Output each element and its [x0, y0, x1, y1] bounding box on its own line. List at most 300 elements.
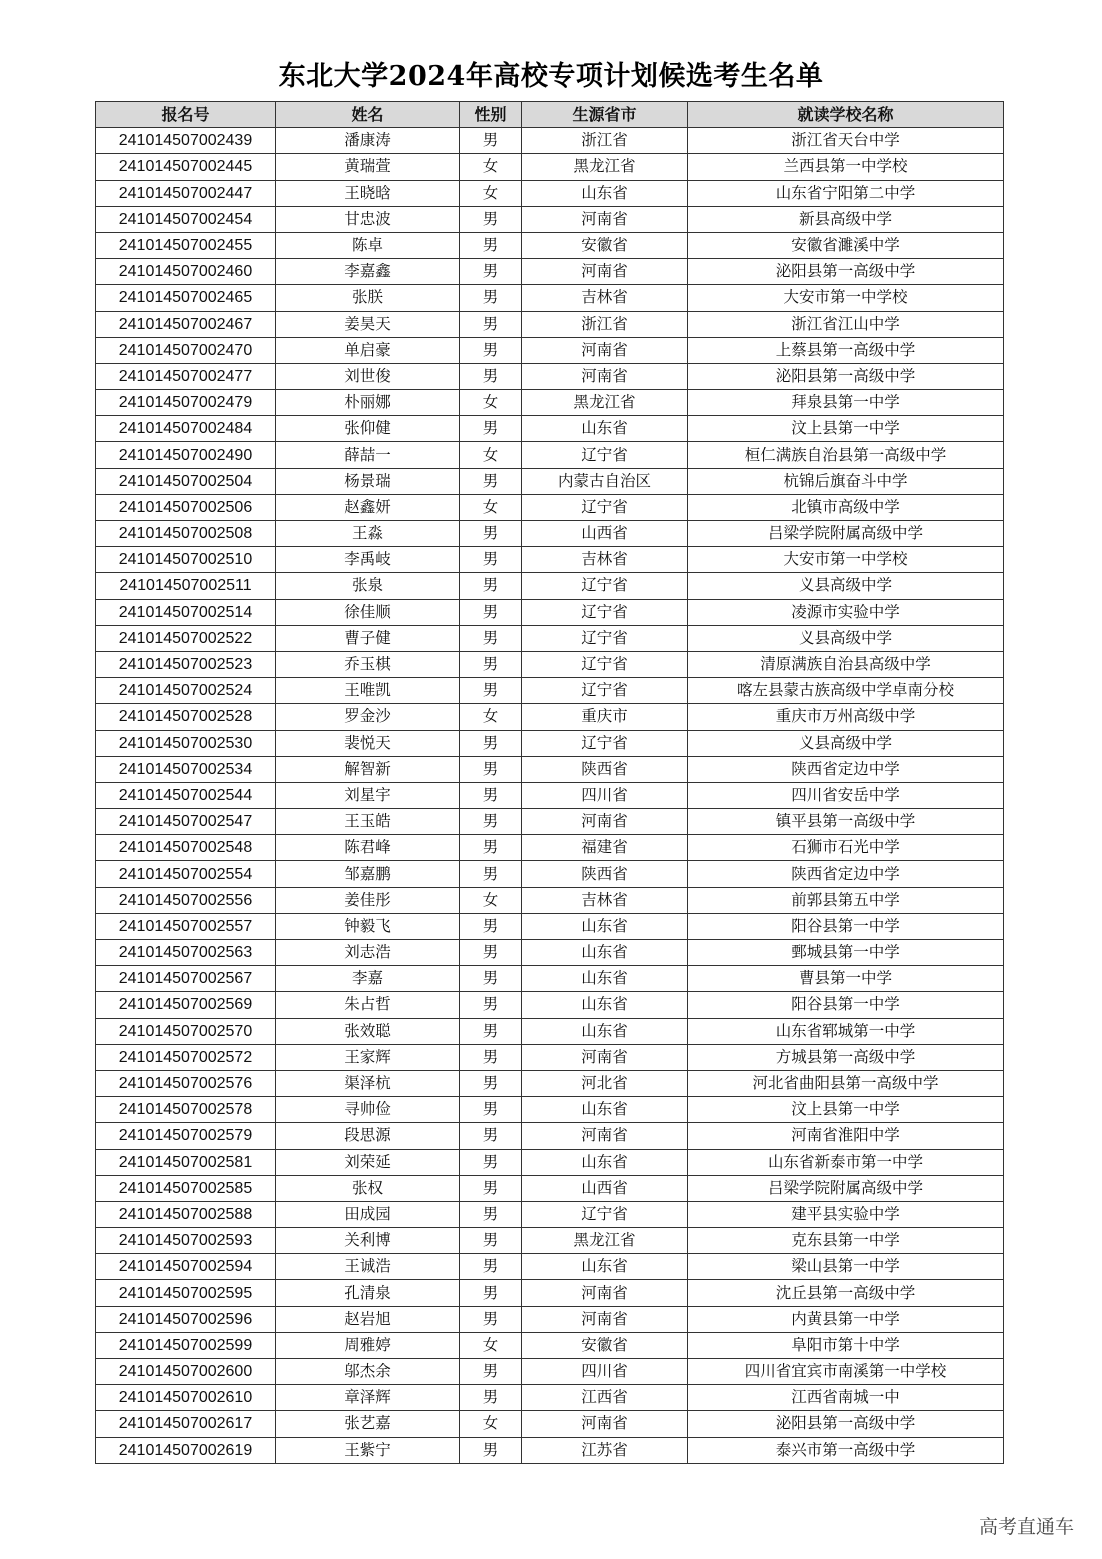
school-cell: 陕西省定边中学 — [688, 756, 1004, 782]
table-row — [96, 363, 1004, 389]
registration-number-cell: 241014507002508 — [96, 521, 276, 547]
province-cell: 山西省 — [522, 1175, 688, 1201]
gender-cell: 女 — [460, 494, 522, 520]
table-row — [96, 1437, 1004, 1463]
registration-number-cell: 241014507002511 — [96, 573, 276, 599]
gender-cell: 男 — [460, 363, 522, 389]
table-row — [96, 259, 1004, 285]
school-cell: 前郭县第五中学 — [688, 887, 1004, 913]
school-cell: 曹县第一中学 — [688, 966, 1004, 992]
school-cell: 安徽省濉溪中学 — [688, 232, 1004, 258]
school-cell: 山东省新泰市第一中学 — [688, 1149, 1004, 1175]
gender-cell: 男 — [460, 782, 522, 808]
school-cell: 北镇市高级中学 — [688, 494, 1004, 520]
name-cell: 王玉皓 — [276, 809, 460, 835]
province-cell: 四川省 — [522, 782, 688, 808]
table-row — [96, 154, 1004, 180]
table-row — [96, 1254, 1004, 1280]
table-row — [96, 573, 1004, 599]
school-cell: 阜阳市第十中学 — [688, 1332, 1004, 1358]
table-row — [96, 1280, 1004, 1306]
name-cell: 张朕 — [276, 285, 460, 311]
name-cell: 单启豪 — [276, 337, 460, 363]
name-cell: 寻帅俭 — [276, 1097, 460, 1123]
gender-cell: 男 — [460, 1175, 522, 1201]
gender-cell: 男 — [460, 1018, 522, 1044]
province-cell: 陕西省 — [522, 861, 688, 887]
registration-number-cell: 241014507002477 — [96, 363, 276, 389]
registration-number-cell: 241014507002460 — [96, 259, 276, 285]
gender-cell: 男 — [460, 625, 522, 651]
province-cell: 陕西省 — [522, 756, 688, 782]
province-cell: 吉林省 — [522, 887, 688, 913]
gender-cell: 男 — [460, 547, 522, 573]
registration-number-cell: 241014507002548 — [96, 835, 276, 861]
header-school: 就读学校名称 — [688, 102, 1004, 128]
province-cell: 辽宁省 — [522, 1201, 688, 1227]
gender-cell: 男 — [460, 861, 522, 887]
table-row — [96, 1149, 1004, 1175]
table-row — [96, 547, 1004, 573]
registration-number-cell: 241014507002581 — [96, 1149, 276, 1175]
province-cell: 山东省 — [522, 913, 688, 939]
school-cell: 建平县实验中学 — [688, 1201, 1004, 1227]
table-row — [96, 494, 1004, 520]
province-cell: 四川省 — [522, 1359, 688, 1385]
name-cell: 赵岩旭 — [276, 1306, 460, 1332]
gender-cell: 男 — [460, 1437, 522, 1463]
province-cell: 重庆市 — [522, 704, 688, 730]
registration-number-cell: 241014507002579 — [96, 1123, 276, 1149]
name-cell: 朴丽娜 — [276, 390, 460, 416]
registration-number-cell: 241014507002600 — [96, 1359, 276, 1385]
province-cell: 山东省 — [522, 1149, 688, 1175]
province-cell: 山东省 — [522, 1254, 688, 1280]
school-cell: 汶上县第一中学 — [688, 416, 1004, 442]
province-cell: 山西省 — [522, 521, 688, 547]
name-cell: 罗金沙 — [276, 704, 460, 730]
registration-number-cell: 241014507002619 — [96, 1437, 276, 1463]
school-cell: 四川省安岳中学 — [688, 782, 1004, 808]
name-cell: 段思源 — [276, 1123, 460, 1149]
gender-cell: 男 — [460, 651, 522, 677]
registration-number-cell: 241014507002567 — [96, 966, 276, 992]
table-row — [96, 809, 1004, 835]
table-row — [96, 835, 1004, 861]
province-cell: 辽宁省 — [522, 625, 688, 651]
province-cell: 辽宁省 — [522, 494, 688, 520]
school-cell: 清原满族自治县高级中学 — [688, 651, 1004, 677]
table-row — [96, 782, 1004, 808]
school-cell: 山东省郓城第一中学 — [688, 1018, 1004, 1044]
registration-number-cell: 241014507002510 — [96, 547, 276, 573]
gender-cell: 男 — [460, 1097, 522, 1123]
province-cell: 河南省 — [522, 1123, 688, 1149]
province-cell: 河南省 — [522, 1044, 688, 1070]
gender-cell: 男 — [460, 678, 522, 704]
gender-cell: 男 — [460, 1306, 522, 1332]
registration-number-cell: 241014507002556 — [96, 887, 276, 913]
school-cell: 四川省宜宾市南溪第一中学校 — [688, 1359, 1004, 1385]
school-cell: 桓仁满族自治县第一高级中学 — [688, 442, 1004, 468]
registration-number-cell: 241014507002445 — [96, 154, 276, 180]
school-cell: 汶上县第一中学 — [688, 1097, 1004, 1123]
document-title: 东北大学2024年高校专项计划候选考生名单 — [278, 61, 824, 92]
name-cell: 田成园 — [276, 1201, 460, 1227]
registration-number-cell: 241014507002544 — [96, 782, 276, 808]
table-row — [96, 206, 1004, 232]
registration-number-cell: 241014507002506 — [96, 494, 276, 520]
table-header-row — [96, 102, 1004, 128]
gender-cell: 男 — [460, 232, 522, 258]
school-cell: 浙江省天台中学 — [688, 128, 1004, 154]
school-cell: 梁山县第一中学 — [688, 1254, 1004, 1280]
school-cell: 泌阳县第一高级中学 — [688, 1411, 1004, 1437]
table-row — [96, 913, 1004, 939]
table-row — [96, 1201, 1004, 1227]
registration-number-cell: 241014507002484 — [96, 416, 276, 442]
table-row — [96, 651, 1004, 677]
registration-number-cell: 241014507002447 — [96, 180, 276, 206]
name-cell: 邹嘉鹏 — [276, 861, 460, 887]
gender-cell: 男 — [460, 468, 522, 494]
name-cell: 曹子健 — [276, 625, 460, 651]
name-cell: 刘志浩 — [276, 940, 460, 966]
province-cell: 江西省 — [522, 1385, 688, 1411]
name-cell: 王淼 — [276, 521, 460, 547]
gender-cell: 男 — [460, 1044, 522, 1070]
table-row — [96, 1044, 1004, 1070]
school-cell: 泌阳县第一高级中学 — [688, 363, 1004, 389]
province-cell: 河南省 — [522, 1306, 688, 1332]
name-cell: 朱占哲 — [276, 992, 460, 1018]
registration-number-cell: 241014507002454 — [96, 206, 276, 232]
name-cell: 渠泽杭 — [276, 1070, 460, 1096]
table-row — [96, 861, 1004, 887]
registration-number-cell: 241014507002439 — [96, 128, 276, 154]
name-cell: 刘星宇 — [276, 782, 460, 808]
school-cell: 吕梁学院附属高级中学 — [688, 521, 1004, 547]
table-row — [96, 1332, 1004, 1358]
table-row — [96, 756, 1004, 782]
registration-number-cell: 241014507002563 — [96, 940, 276, 966]
registration-number-cell: 241014507002557 — [96, 913, 276, 939]
watermark-text: 高考直通车 — [978, 1516, 1074, 1538]
school-cell: 义县高级中学 — [688, 573, 1004, 599]
province-cell: 黑龙江省 — [522, 390, 688, 416]
gender-cell: 男 — [460, 311, 522, 337]
table-row — [96, 1306, 1004, 1332]
name-cell: 黄瑞萱 — [276, 154, 460, 180]
registration-number-cell: 241014507002522 — [96, 625, 276, 651]
province-cell: 河北省 — [522, 1070, 688, 1096]
province-cell: 河南省 — [522, 206, 688, 232]
gender-cell: 男 — [460, 966, 522, 992]
table-row — [96, 966, 1004, 992]
header-name: 姓名 — [276, 102, 460, 128]
table-row — [96, 1411, 1004, 1437]
table-row — [96, 1018, 1004, 1044]
gender-cell: 男 — [460, 1070, 522, 1096]
registration-number-cell: 241014507002585 — [96, 1175, 276, 1201]
registration-number-cell: 241014507002504 — [96, 468, 276, 494]
name-cell: 姜昊天 — [276, 311, 460, 337]
school-cell: 上蔡县第一高级中学 — [688, 337, 1004, 363]
school-cell: 河北省曲阳县第一高级中学 — [688, 1070, 1004, 1096]
table-row — [96, 442, 1004, 468]
table-row — [96, 1123, 1004, 1149]
gender-cell: 男 — [460, 1254, 522, 1280]
name-cell: 陈君峰 — [276, 835, 460, 861]
gender-cell: 男 — [460, 259, 522, 285]
registration-number-cell: 241014507002569 — [96, 992, 276, 1018]
name-cell: 王诚浩 — [276, 1254, 460, 1280]
name-cell: 张泉 — [276, 573, 460, 599]
name-cell: 张效聪 — [276, 1018, 460, 1044]
registration-number-cell: 241014507002596 — [96, 1306, 276, 1332]
candidate-table — [95, 101, 1004, 1464]
gender-cell: 男 — [460, 940, 522, 966]
province-cell: 吉林省 — [522, 547, 688, 573]
registration-number-cell: 241014507002524 — [96, 678, 276, 704]
table-row — [96, 730, 1004, 756]
table-row — [96, 940, 1004, 966]
registration-number-cell: 241014507002470 — [96, 337, 276, 363]
school-cell: 喀左县蒙古族高级中学卓南分校 — [688, 678, 1004, 704]
table-row — [96, 887, 1004, 913]
gender-cell: 男 — [460, 206, 522, 232]
registration-number-cell: 241014507002599 — [96, 1332, 276, 1358]
name-cell: 周雅婷 — [276, 1332, 460, 1358]
province-cell: 山东省 — [522, 992, 688, 1018]
registration-number-cell: 241014507002593 — [96, 1228, 276, 1254]
name-cell: 孔清泉 — [276, 1280, 460, 1306]
table-row — [96, 180, 1004, 206]
province-cell: 安徽省 — [522, 1332, 688, 1358]
school-cell: 重庆市万州高级中学 — [688, 704, 1004, 730]
school-cell: 凌源市实验中学 — [688, 599, 1004, 625]
name-cell: 王家辉 — [276, 1044, 460, 1070]
table-row — [96, 468, 1004, 494]
table-row — [96, 285, 1004, 311]
school-cell: 鄄城县第一中学 — [688, 940, 1004, 966]
gender-cell: 女 — [460, 1332, 522, 1358]
table-row — [96, 1359, 1004, 1385]
name-cell: 解智新 — [276, 756, 460, 782]
name-cell: 赵鑫妍 — [276, 494, 460, 520]
province-cell: 安徽省 — [522, 232, 688, 258]
name-cell: 陈卓 — [276, 232, 460, 258]
province-cell: 吉林省 — [522, 285, 688, 311]
province-cell: 山东省 — [522, 416, 688, 442]
school-cell: 浙江省江山中学 — [688, 311, 1004, 337]
table-row — [96, 521, 1004, 547]
table-row — [96, 1070, 1004, 1096]
gender-cell: 男 — [460, 835, 522, 861]
registration-number-cell: 241014507002534 — [96, 756, 276, 782]
table-row — [96, 1097, 1004, 1123]
gender-cell: 女 — [460, 180, 522, 206]
name-cell: 李禹岐 — [276, 547, 460, 573]
name-cell: 张仰健 — [276, 416, 460, 442]
table-row — [96, 1228, 1004, 1254]
registration-number-cell: 241014507002467 — [96, 311, 276, 337]
school-cell: 陕西省定边中学 — [688, 861, 1004, 887]
province-cell: 山东省 — [522, 1018, 688, 1044]
name-cell: 徐佳顺 — [276, 599, 460, 625]
gender-cell: 男 — [460, 573, 522, 599]
registration-number-cell: 241014507002554 — [96, 861, 276, 887]
school-cell: 阳谷县第一中学 — [688, 913, 1004, 939]
province-cell: 辽宁省 — [522, 442, 688, 468]
registration-number-cell: 241014507002490 — [96, 442, 276, 468]
school-cell: 阳谷县第一中学 — [688, 992, 1004, 1018]
school-cell: 杭锦后旗奋斗中学 — [688, 468, 1004, 494]
gender-cell: 女 — [460, 442, 522, 468]
name-cell: 刘世俊 — [276, 363, 460, 389]
table-row — [96, 311, 1004, 337]
province-cell: 内蒙古自治区 — [522, 468, 688, 494]
table-row — [96, 390, 1004, 416]
gender-cell: 男 — [460, 416, 522, 442]
province-cell: 河南省 — [522, 363, 688, 389]
gender-cell: 男 — [460, 809, 522, 835]
province-cell: 河南省 — [522, 1280, 688, 1306]
school-cell: 克东县第一中学 — [688, 1228, 1004, 1254]
name-cell: 李嘉鑫 — [276, 259, 460, 285]
name-cell: 薛喆一 — [276, 442, 460, 468]
gender-cell: 男 — [460, 128, 522, 154]
gender-cell: 男 — [460, 285, 522, 311]
table-row — [96, 704, 1004, 730]
registration-number-cell: 241014507002455 — [96, 232, 276, 258]
gender-cell: 女 — [460, 1411, 522, 1437]
registration-number-cell: 241014507002528 — [96, 704, 276, 730]
gender-cell: 男 — [460, 913, 522, 939]
registration-number-cell: 241014507002578 — [96, 1097, 276, 1123]
name-cell: 邬杰余 — [276, 1359, 460, 1385]
table-row — [96, 1175, 1004, 1201]
province-cell: 河南省 — [522, 337, 688, 363]
registration-number-cell: 241014507002570 — [96, 1018, 276, 1044]
province-cell: 辽宁省 — [522, 599, 688, 625]
registration-number-cell: 241014507002479 — [96, 390, 276, 416]
table-row — [96, 599, 1004, 625]
name-cell: 杨景瑞 — [276, 468, 460, 494]
gender-cell: 女 — [460, 154, 522, 180]
school-cell: 河南省淮阳中学 — [688, 1123, 1004, 1149]
school-cell: 石狮市石光中学 — [688, 835, 1004, 861]
table-row — [96, 416, 1004, 442]
gender-cell: 女 — [460, 390, 522, 416]
province-cell: 福建省 — [522, 835, 688, 861]
table-row — [96, 232, 1004, 258]
province-cell: 山东省 — [522, 1097, 688, 1123]
school-cell: 大安市第一中学校 — [688, 285, 1004, 311]
gender-cell: 男 — [460, 521, 522, 547]
gender-cell: 男 — [460, 337, 522, 363]
school-cell: 新县高级中学 — [688, 206, 1004, 232]
table-row — [96, 992, 1004, 1018]
name-cell: 潘康涛 — [276, 128, 460, 154]
name-cell: 裴悦天 — [276, 730, 460, 756]
registration-number-cell: 241014507002588 — [96, 1201, 276, 1227]
registration-number-cell: 241014507002572 — [96, 1044, 276, 1070]
name-cell: 张艺嘉 — [276, 1411, 460, 1437]
name-cell: 刘荣延 — [276, 1149, 460, 1175]
name-cell: 李嘉 — [276, 966, 460, 992]
school-cell: 内黄县第一中学 — [688, 1306, 1004, 1332]
registration-number-cell: 241014507002594 — [96, 1254, 276, 1280]
province-cell: 辽宁省 — [522, 651, 688, 677]
school-cell: 江西省南城一中 — [688, 1385, 1004, 1411]
name-cell: 张权 — [276, 1175, 460, 1201]
table-row — [96, 678, 1004, 704]
school-cell: 义县高级中学 — [688, 625, 1004, 651]
header-gender: 性别 — [460, 102, 522, 128]
school-cell: 沈丘县第一高级中学 — [688, 1280, 1004, 1306]
province-cell: 山东省 — [522, 966, 688, 992]
province-cell: 山东省 — [522, 180, 688, 206]
gender-cell: 男 — [460, 1149, 522, 1175]
school-cell: 拜泉县第一中学 — [688, 390, 1004, 416]
school-cell: 义县高级中学 — [688, 730, 1004, 756]
gender-cell: 男 — [460, 1359, 522, 1385]
name-cell: 章泽辉 — [276, 1385, 460, 1411]
table-body — [96, 128, 1004, 1464]
gender-cell: 男 — [460, 599, 522, 625]
gender-cell: 男 — [460, 1385, 522, 1411]
name-cell: 乔玉棋 — [276, 651, 460, 677]
school-cell: 方城县第一高级中学 — [688, 1044, 1004, 1070]
header-province: 生源省市 — [522, 102, 688, 128]
gender-cell: 男 — [460, 992, 522, 1018]
gender-cell: 男 — [460, 1228, 522, 1254]
table-row — [96, 128, 1004, 154]
table-row — [96, 625, 1004, 651]
province-cell: 辽宁省 — [522, 573, 688, 599]
school-cell: 吕梁学院附属高级中学 — [688, 1175, 1004, 1201]
name-cell: 王晓晗 — [276, 180, 460, 206]
registration-number-cell: 241014507002523 — [96, 651, 276, 677]
gender-cell: 男 — [460, 1280, 522, 1306]
name-cell: 关利博 — [276, 1228, 460, 1254]
table-row — [96, 337, 1004, 363]
registration-number-cell: 241014507002547 — [96, 809, 276, 835]
name-cell: 钟毅飞 — [276, 913, 460, 939]
name-cell: 姜佳彤 — [276, 887, 460, 913]
province-cell: 黑龙江省 — [522, 1228, 688, 1254]
school-cell: 兰西县第一中学校 — [688, 154, 1004, 180]
gender-cell: 男 — [460, 1123, 522, 1149]
registration-number-cell: 241014507002617 — [96, 1411, 276, 1437]
province-cell: 河南省 — [522, 809, 688, 835]
province-cell: 河南省 — [522, 1411, 688, 1437]
header-registration-number: 报名号 — [96, 102, 276, 128]
province-cell: 辽宁省 — [522, 678, 688, 704]
gender-cell: 女 — [460, 887, 522, 913]
school-cell: 镇平县第一高级中学 — [688, 809, 1004, 835]
name-cell: 王唯凯 — [276, 678, 460, 704]
province-cell: 浙江省 — [522, 311, 688, 337]
registration-number-cell: 241014507002595 — [96, 1280, 276, 1306]
school-cell: 山东省宁阳第二中学 — [688, 180, 1004, 206]
province-cell: 黑龙江省 — [522, 154, 688, 180]
gender-cell: 女 — [460, 704, 522, 730]
gender-cell: 男 — [460, 1201, 522, 1227]
school-cell: 大安市第一中学校 — [688, 547, 1004, 573]
registration-number-cell: 241014507002465 — [96, 285, 276, 311]
